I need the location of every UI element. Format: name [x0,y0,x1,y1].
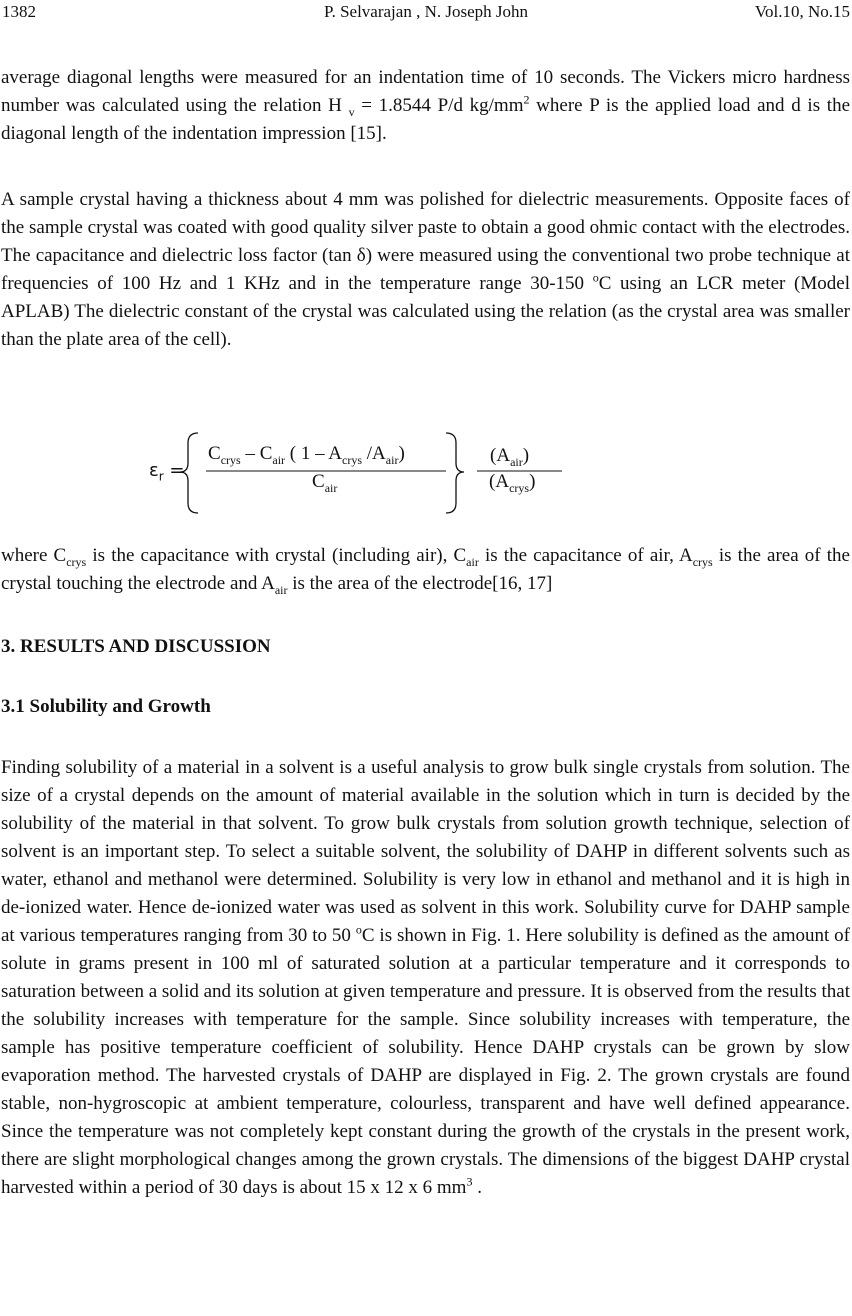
section-heading: 3. RESULTS AND DISCUSSION [1,636,271,657]
paragraph-dielectric: A sample crystal having a thickness about 4 mm was polished for dielectric measurements. Opposite faces of the sample crystal was coated with good quality silver paste to obtain a good ohmic contact with the electrodes. The capacitance and dielectric loss factor (tan δ) were measured using the conventional two probe technique at frequencies of 100 Hz and 1 KHz and in the temperature range 30-150 $^o$C using an LCR meter (Model APLAB) The dielectric constant of the crystal was calculated using the relation (as the crystal area was smaller than the plate area of the cell). [1,189,850,350]
paragraph-equation-definitions: where $C_{crys}$ is the capacitance with crystal (including air), $C_{air}$ is the capacitance of air, $A_{crys}$ is the area of the crystal touching the electrode and $A_{air}$ is the area of the electrode[16, 17] [1,545,850,597]
paragraph-solubility: Finding solubility of a material in a solvent is a useful analysis to grow bulk single crystals from solution. The size of a crystal depends on the amount of material available in the solution which in turn is decided by the solubility of the material in that solvent. To grow bulk crystals from solution growth technique, selection of solvent is an important step. To select a suitable solvent, the solubility of DAHP in different solvents such as water, ethanol and methanol were determined. Solubility is very low in ethanol and methanol and it is high in de-ionized water. Hence de-ionized water was used as solvent in this work. Solubility curve for DAHP sample at various temperatures ranging from 30 to 50 $^o$C is shown in Fig. 1. Here solubility is defined as the amount of solute in grams present in 100 ml of saturated solution at a particular temperature and it corresponds to saturation between a solid and its solution at given temperature and pressure. It is observed from the results that the solubility increases with temperature for the sample. Since solubility increases with temperature, the sample has positive temperature coefficient of solubility. Hence DAHP crystals can be grown by slow evaporation method. The harvested crystals of DAHP are displayed in Fig. 2. The grown crystals are found stable, non-hygroscopic at ambient temperature, colourless, transparent and have well defined appearance. Since the temperature was not completely kept constant during the growth of the crystals in the present work, there are slight morphological changes among the grown crystals. The dimensions of the biggest DAHP crystal harvested within a period of 30 days is about 15 x 12 x 6 $mm^3$ . [1,757,850,1198]
equation-lhs: $\varepsilon_r$ = [149,460,185,484]
area-air-term: $(A_{air})$ [490,445,530,469]
running-authors: P. Selvarajan , N. Joseph John [324,2,528,21]
subsection-heading: 3.1 Solubility and Growth [1,696,211,717]
paragraph-hardness: average diagonal lengths were measured for an indentation time of 10 seconds. The Vickers micro hardness number was calculated using the relation H $_v$ = 1.8544 P/d $kg/mm^2$ where P is the applied load and d is the diagonal length of the indentation impression [15]. [1,67,850,144]
equation-numerator: $C_{crys} - C_{air}$ ( $1 - A_{crys}$ $/A_{air}$) [208,443,405,467]
journal-volume: Vol.10, No.15 [754,2,850,21]
equation-denominator: $C_{air}$ [312,471,338,495]
dielectric-constant-equation [140,425,580,520]
right-brace [446,433,464,513]
page-header [2,2,850,22]
area-crystal-term: $(A_{crys})$ [489,471,536,495]
page-number: 1382 [2,2,36,21]
